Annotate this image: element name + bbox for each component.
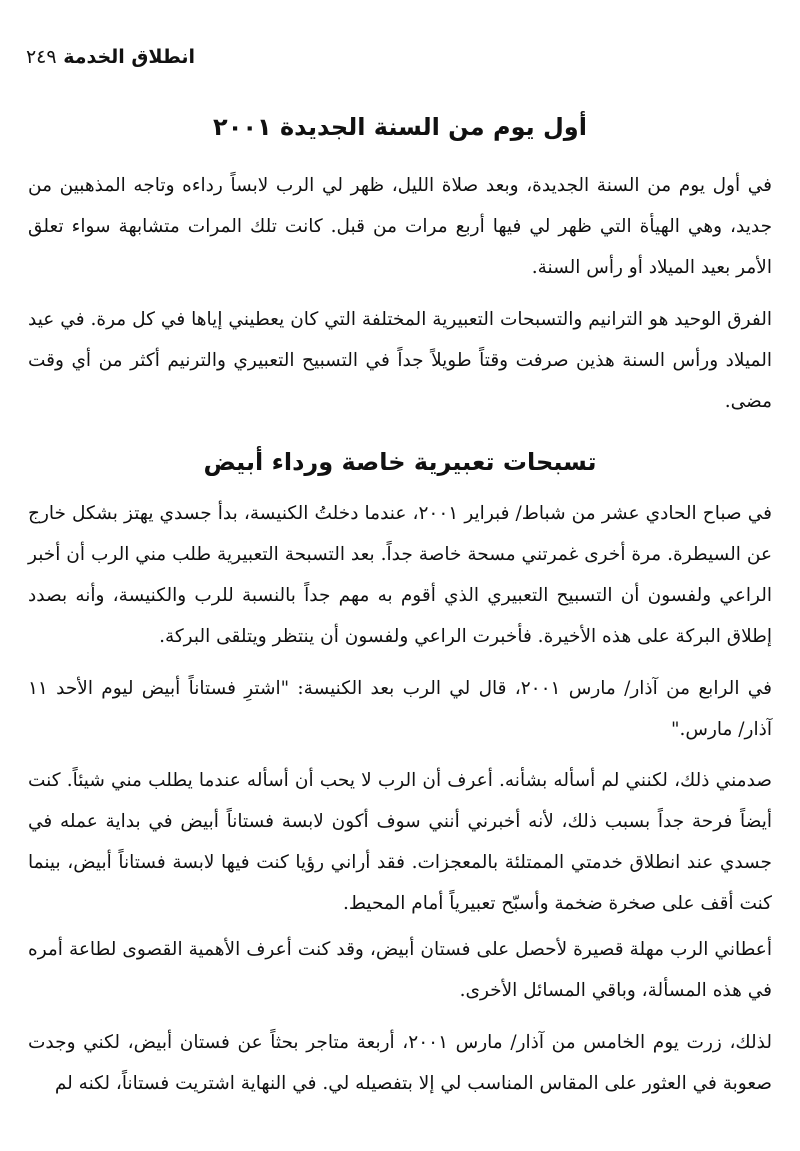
page-number: ٢٤٩	[25, 46, 57, 68]
paragraph-text: أعطاني الرب مهلة قصيرة لأحصل على فستان أبيض، وقد كنت أعرف الأهمية القصوى لطاعة أمره في هذه المسألة، وباقي المسائل الأخرى.	[28, 939, 772, 1001]
paragraph-text: صدمني ذلك، لكنني لم أسأله بشأنه. أعرف أن الرب لا يحب أن أسأله عندما يطلب مني شيئاً. كنت أيضاً فرحة جداً بسبب ذلك، لأنه أخبرني أنني سوف أكون لابسة فستاناً أبيض في بداية عمله في جسدي عند انطلاق خدمتي الممتلئة بالمعجزات. فقد أراني رؤيا كنت فيها لابسة فستاناً أبيض، بينما كنت أقف على صخرة ضخمة وأسبّح تعبيرياً أمام المحيط.	[28, 770, 772, 914]
paragraph-text: في الرابع من آذار/ مارس ٢٠٠١، قال لي الرب بعد الكنيسة: "اشترِ فستاناً أبيض ليوم الأحد ١١ آذار/ مارس."	[28, 678, 772, 740]
paragraph	[28, 929, 772, 1011]
paragraph-text: الفرق الوحيد هو الترانيم والتسبحات التعبيرية المختلفة التي كان يعطيني إياها في كل مرة. في عيد الميلاد ورأس السنة هذين صرفت وقتاً طويلاً جداً في التسبيح التعبيري والترنيم أكثر من أي وقت مضى.	[28, 309, 772, 412]
paragraph	[28, 760, 772, 924]
paragraph	[28, 668, 772, 750]
paragraph-text: في صباح الحادي عشر من شباط/ فبراير ٢٠٠١، عندما دخلتُ الكنيسة، بدأ جسدي يهتز بشكل خارج عن السيطرة. مرة أخرى غمرتني مسحة خاصة جداً. بعد التسبحة التعبيرية طلب مني الرب أن أخبر الراعي ولفسون أن التسبيح التعبيري الذي أقوم به مهم جداً بالنسبة للرب والكنيسة، وأنه بصدد إطلاق البركة على هذه الأخيرة. فأخبرت الراعي ولفسون أن ينتظر ويتلقى البركة.	[28, 503, 772, 647]
section-heading-white-robe: تسبحات تعبيرية خاصة ورداء أبيض	[203, 448, 597, 476]
running-header	[24, 46, 195, 68]
paragraph	[28, 1022, 772, 1104]
paragraph-text: لذلك، زرت يوم الخامس من آذار/ مارس ٢٠٠١، أربعة متاجر بحثاً عن فستان أبيض، لكني وجدت صعوبة في العثور على المقاس المناسب لي إلا بتفصيله لي. في النهاية اشتريت فستاناً، لكنه لم	[28, 1032, 773, 1094]
paragraph	[28, 299, 772, 422]
header-title: انطلاق الخدمة	[63, 46, 195, 68]
paragraph	[28, 493, 772, 657]
paragraph	[28, 165, 772, 288]
section-heading-new-year: أول يوم من السنة الجديدة ٢٠٠١	[213, 113, 587, 141]
paragraph-text: في أول يوم من السنة الجديدة، وبعد صلاة الليل، ظهر لي الرب لابساً رداءه وتاجه المذهبين من جديد، وهي الهيأة التي ظهر لي فيها أربع مرات من قبل. كانت تلك المرات متشابهة سواء تعلق الأمر بعيد الميلاد أو رأس السنة.	[28, 175, 772, 278]
